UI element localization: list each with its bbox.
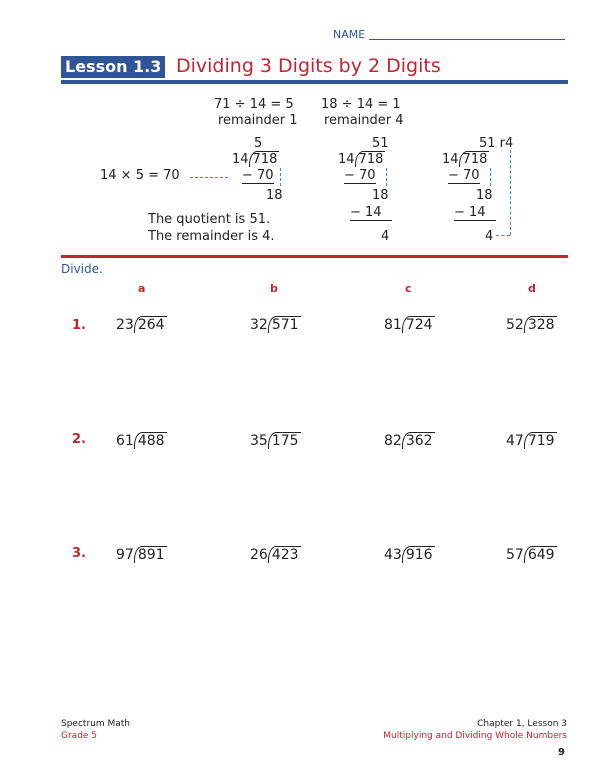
problem-2c[interactable]: [384, 432, 435, 449]
problem-2a[interactable]: [116, 432, 167, 449]
problem-1a[interactable]: [116, 316, 167, 333]
dividend: 328: [524, 316, 557, 333]
work1-quotient: 5: [254, 136, 263, 151]
work1-bring: 18: [266, 188, 283, 203]
work2-quotient: 51: [372, 136, 389, 151]
problem-1b[interactable]: [250, 316, 301, 333]
footer-grade: Grade 5: [61, 731, 98, 741]
problem-3d[interactable]: [506, 546, 557, 563]
work3-arrow-up: [510, 150, 511, 235]
dividend: 719: [524, 432, 557, 449]
work2-divisor: 14: [338, 152, 355, 167]
work1-problem: [232, 151, 279, 167]
lesson-title: Dividing 3 Digits by 2 Digits: [176, 55, 441, 77]
quotient-statement: The quotient is 51.: [148, 212, 271, 227]
lesson-badge: Lesson 1.3: [61, 56, 165, 78]
column-c-label: c: [405, 282, 412, 295]
divisor: 81: [384, 317, 402, 333]
work2-sub2: − 14: [350, 205, 392, 221]
work3-bring: 18: [476, 188, 493, 203]
dividend: 649: [524, 546, 557, 563]
dividend: 175: [268, 432, 301, 449]
step2-equation: 18 ÷ 14 = 1: [321, 97, 401, 112]
problem-1c[interactable]: [384, 316, 435, 333]
work2-remainder: 4: [381, 229, 390, 244]
divisor: 23: [116, 317, 134, 333]
work3-sub1: − 70: [448, 168, 480, 183]
work3-remainder: 4: [485, 229, 494, 244]
column-b-label: b: [270, 282, 278, 295]
column-d-label: d: [528, 282, 536, 295]
dividend: 362: [402, 432, 435, 449]
header-rule: [61, 80, 568, 84]
step1-remainder: remainder 1: [218, 113, 298, 128]
dividend: 423: [268, 546, 301, 563]
work3-quotient: 51 r4: [479, 136, 514, 151]
problem-3b[interactable]: [250, 546, 301, 563]
row-number: 3.: [72, 546, 86, 561]
work1-sub1: − 70: [242, 168, 274, 183]
divisor: 43: [384, 547, 402, 563]
name-label: NAME: [333, 28, 366, 41]
row-number: 2.: [72, 432, 86, 447]
divisor: 47: [506, 433, 524, 449]
problem-1d[interactable]: [506, 316, 557, 333]
problem-2b[interactable]: [250, 432, 301, 449]
work3-sub2: − 14: [454, 205, 496, 221]
column-a-label: a: [138, 282, 146, 295]
work3-arrow-link: [496, 235, 510, 236]
step2-remainder: remainder 4: [324, 113, 404, 128]
dividend: 724: [402, 316, 435, 333]
divisor: 57: [506, 547, 524, 563]
name-field-line[interactable]: [369, 39, 565, 40]
work3-arrow-down: [490, 168, 491, 186]
work2-dividend: 718: [355, 151, 386, 167]
problem-2d[interactable]: [506, 432, 557, 449]
divisor: 26: [250, 547, 268, 563]
footer-chapter: Chapter 1, Lesson 3: [477, 719, 567, 729]
divide-instruction: Divide.: [61, 262, 103, 276]
footer-topic: Multiplying and Dividing Whole Numbers: [383, 731, 567, 741]
remainder-statement: The remainder is 4.: [148, 229, 275, 244]
work1-arrow: [280, 168, 281, 186]
page-number: 9: [558, 747, 565, 758]
work1-dividend: 718: [249, 151, 280, 167]
work3-problem: [442, 151, 489, 167]
divisor: 32: [250, 317, 268, 333]
work2-problem: [338, 151, 385, 167]
dividend: 264: [134, 316, 167, 333]
divisor: 35: [250, 433, 268, 449]
work3-dividend: 718: [459, 151, 490, 167]
work1-divisor: 14: [232, 152, 249, 167]
divisor: 52: [506, 317, 524, 333]
divisor: 82: [384, 433, 402, 449]
dividend: 488: [134, 432, 167, 449]
section-rule: [61, 255, 568, 258]
step1-equation: 71 ÷ 14 = 5: [214, 97, 294, 112]
work3-divisor: 14: [442, 152, 459, 167]
divisor: 61: [116, 433, 134, 449]
dividend: 891: [134, 546, 167, 563]
problem-3a[interactable]: [116, 546, 167, 563]
dividend: 916: [402, 546, 435, 563]
hint-arrow: [190, 177, 228, 178]
work2-sub1: − 70: [344, 168, 376, 183]
work2-arrow: [386, 168, 387, 186]
footer-publisher: Spectrum Math: [61, 719, 130, 729]
divisor: 97: [116, 547, 134, 563]
row-number: 1.: [72, 318, 86, 333]
work2-bring: 18: [372, 188, 389, 203]
problem-3c[interactable]: [384, 546, 435, 563]
dividend: 571: [268, 316, 301, 333]
hint-multiplication: 14 × 5 = 70: [100, 168, 180, 183]
